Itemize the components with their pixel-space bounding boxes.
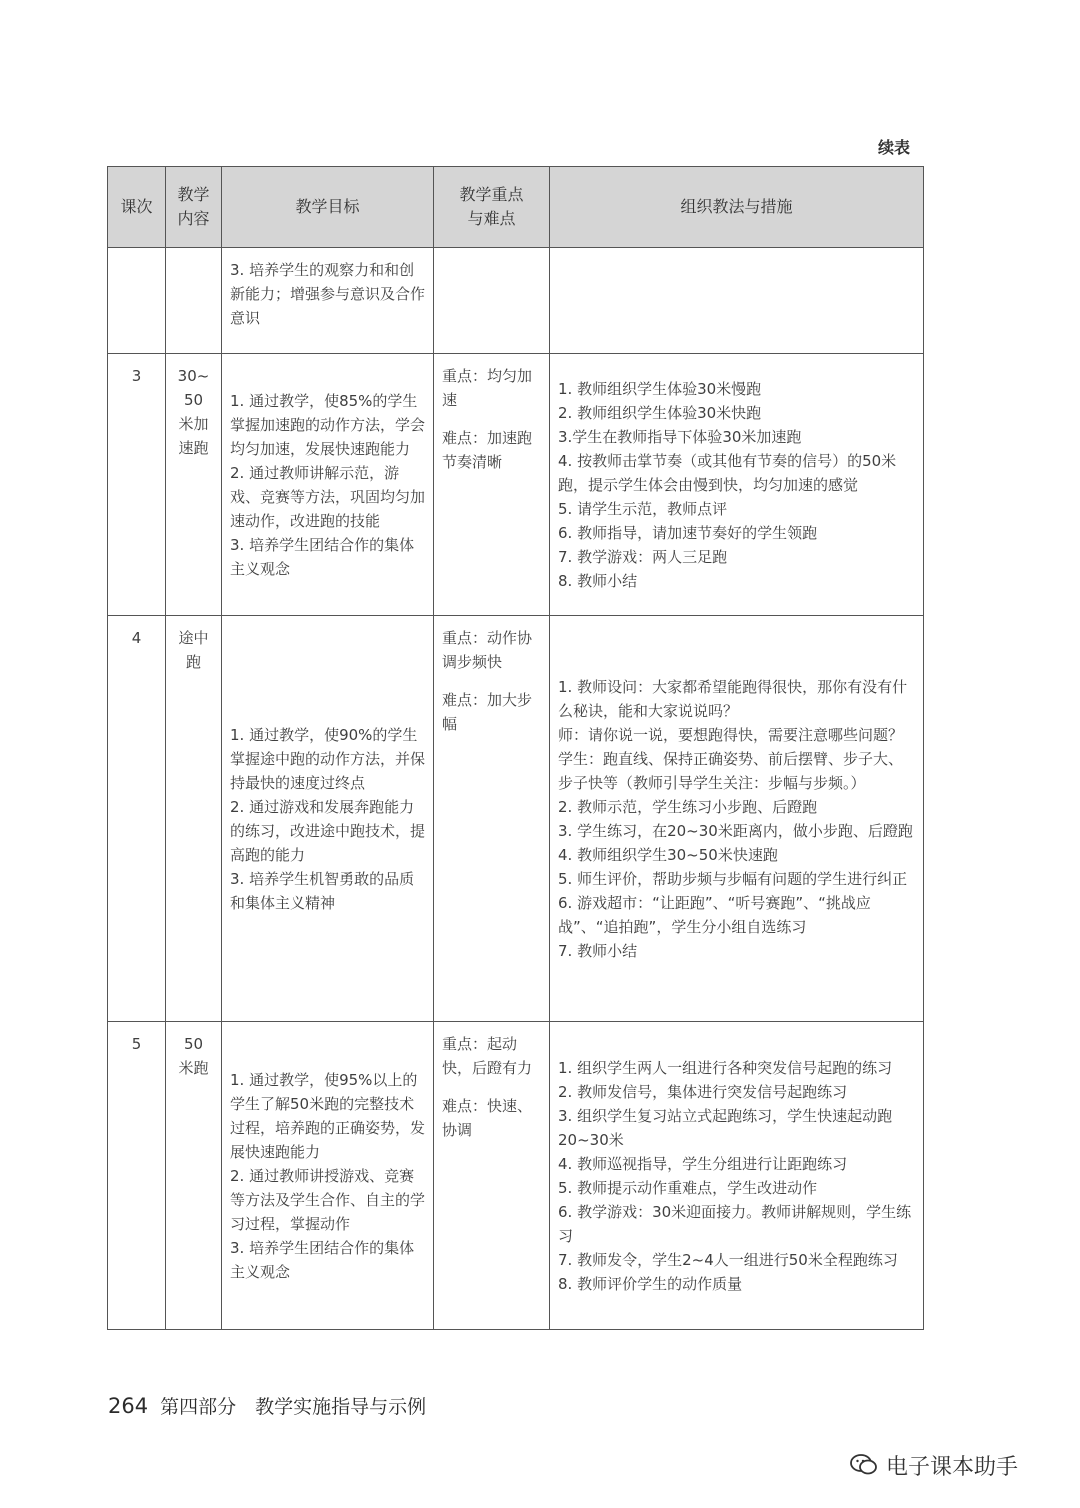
lesson-number-cell: 3: [108, 354, 166, 616]
lesson-number-cell: 5: [108, 1022, 166, 1330]
key-difficulty-cell: [434, 248, 550, 354]
method-item: 6. 游戏超市：“让距跑”、“听号赛跑”、“挑战应战”、“追拍跑”，学生分小组自选练习: [558, 893, 871, 936]
lesson-content-text: 途中跑: [178, 629, 209, 671]
method-item: 5. 教师提示动作重难点，学生改进动作: [558, 1178, 818, 1197]
methods-cell: [550, 1022, 924, 1330]
method-item: 7. 教师发令，学生2~4人一组进行50米全程跑练习: [558, 1250, 898, 1269]
goal-item: 3. 培养学生团结合作的集体主义观念: [230, 535, 415, 578]
lesson-content-text: 50米跑: [178, 1035, 209, 1077]
header-content: 教学内容: [166, 167, 222, 248]
table-row: [108, 1022, 924, 1330]
method-item: 8. 教师评价学生的动作质量: [558, 1274, 743, 1293]
lesson-content-cell: [166, 248, 222, 354]
goal-item: 1. 通过教学，使95%以上的学生了解50米跑的完整技术过程，培养跑的正确姿势，发展快速跑能力: [230, 1070, 426, 1161]
key-difficulty-cell: [434, 1022, 550, 1330]
page-footer: [108, 1392, 426, 1419]
key-difficulty-spacer: [442, 1080, 541, 1094]
lesson-plan-table: [107, 166, 924, 1330]
goals-cell: [222, 1022, 434, 1330]
section-title: 第四部分 教学实施指导与示例: [160, 1396, 427, 1418]
wechat-icon: [850, 1453, 878, 1477]
key-difficulty-cell: [434, 616, 550, 1022]
method-item: 5. 师生评价，帮助步频与步幅有问题的学生进行纠正: [558, 869, 908, 888]
methods-cell: [550, 616, 924, 1022]
page-number: 264: [108, 1394, 149, 1418]
method-item: 8. 教师小结: [558, 571, 638, 590]
goal-item: 3. 培养学生团结合作的集体主义观念: [230, 1238, 415, 1281]
wechat-watermark: [850, 1445, 1050, 1485]
header-key-difficulty: 教学重点与难点: [434, 167, 550, 248]
goals-cell: [222, 354, 434, 616]
difficulty-point: 难点：加大步幅: [442, 691, 533, 733]
lesson-number-cell: 4: [108, 616, 166, 1022]
method-item: 3. 组织学生复习站立式起跑练习，学生快速起动跑20~30米: [558, 1106, 893, 1149]
method-item: 1. 组织学生两人一组进行各种突发信号起跑的练习: [558, 1058, 893, 1077]
method-item: 4. 教师巡视指导，学生分组进行让距跑练习: [558, 1154, 848, 1173]
method-item: 7. 教师小结: [558, 941, 638, 960]
method-item: 2. 教师发信号，集体进行突发信号起跑练习: [558, 1082, 848, 1101]
goal-item: 2. 通过游戏和发展奔跑能力的练习，改进途中跑技术，提高跑的能力: [230, 797, 426, 864]
watermark-text: 电子课本助手: [886, 1454, 1019, 1480]
method-item: 4. 教师组织学生30~50米快速跑: [558, 845, 778, 864]
key-difficulty-cell: [434, 354, 550, 616]
method-item: 1. 教师组织学生体验30米慢跑: [558, 379, 762, 398]
method-item: 1. 教师设问：大家都希望能跑得很快，那你有没有什么秘诀，能和大家说说吗？: [558, 677, 908, 720]
methods-cell: [550, 248, 924, 354]
key-difficulty-spacer: [442, 258, 541, 272]
method-item: 4. 按教师击掌节奏（或其他有节奏的信号）的50米跑，提示学生体会由慢到快，均匀加速的感觉: [558, 451, 897, 494]
method-item: 师：请你说一说，要想跑得快，需要注意哪些问题？: [558, 725, 904, 744]
lesson-content-text: 30~50米加速跑: [177, 367, 210, 457]
goal-item: 1. 通过教学，使90%的学生掌握途中跑的动作方法，并保持最快的速度过终点: [230, 725, 426, 792]
difficulty-point: 难点：加速跑节奏清晰: [442, 429, 533, 471]
header-lesson-number: 课次: [108, 167, 166, 248]
method-item: 2. 教师组织学生体验30米快跑: [558, 403, 762, 422]
goal-item: 2. 通过教师讲解示范，游戏、竞赛等方法，巩固均匀加速动作，改进跑的技能: [230, 463, 426, 530]
table-row: [108, 616, 924, 1022]
table-row: [108, 354, 924, 616]
continued-table-label: 续表: [878, 138, 911, 157]
key-point: 重点：起动快，后蹬有力: [442, 1035, 533, 1077]
method-item: 3. 学生练习，在20~30米距离内，做小步跑、后蹬跑: [558, 821, 913, 840]
method-item: 3.学生在教师指导下体验30米加速跑: [558, 427, 802, 446]
table-header-row: [108, 167, 924, 248]
lesson-content-cell: [166, 616, 222, 1022]
method-item: 7. 教学游戏：两人三足跑: [558, 547, 728, 566]
method-item: 5. 请学生示范，教师点评: [558, 499, 728, 518]
table-row: [108, 248, 924, 354]
header-methods: 组织教法与措施: [550, 167, 924, 248]
key-difficulty-spacer: [442, 674, 541, 688]
goal-item: 3. 培养学生机智勇敢的品质和集体主义精神: [230, 869, 415, 912]
key-point: 重点：均匀加速: [442, 367, 533, 409]
goal-item: 2. 通过教师讲授游戏、竞赛等方法及学生合作、自主的学习过程，掌握动作: [230, 1166, 426, 1233]
methods-cell: [550, 354, 924, 616]
goals-cell: [222, 616, 434, 1022]
method-item: 2. 教师示范，学生练习小步跑、后蹬跑: [558, 797, 818, 816]
method-item: 学生：跑直线、保持正确姿势、前后摆臂、步子大、步子快等（教师引导学生关注：步幅与步频。）: [558, 749, 904, 792]
goals-cell: [222, 248, 434, 354]
difficulty-point: 难点：快速、协调: [442, 1097, 533, 1139]
method-item: 6. 教师指导，请加速节奏好的学生领跑: [558, 523, 818, 542]
method-item: 6. 教学游戏：30米迎面接力。教师讲解规则，学生练习: [558, 1202, 912, 1245]
lesson-content-cell: [166, 354, 222, 616]
lesson-content-cell: [166, 1022, 222, 1330]
header-goals: 教学目标: [222, 167, 434, 248]
key-difficulty-spacer: [442, 412, 541, 426]
key-point: 重点：动作协调步频快: [442, 629, 533, 671]
goal-item: 1. 通过教学，使85%的学生掌握加速跑的动作方法，学会均匀加速，发展快速跑能力: [230, 391, 426, 458]
goal-item: 3. 培养学生的观察力和和创新能力；增强参与意识及合作意识: [230, 261, 426, 327]
lesson-number-cell: [108, 248, 166, 354]
